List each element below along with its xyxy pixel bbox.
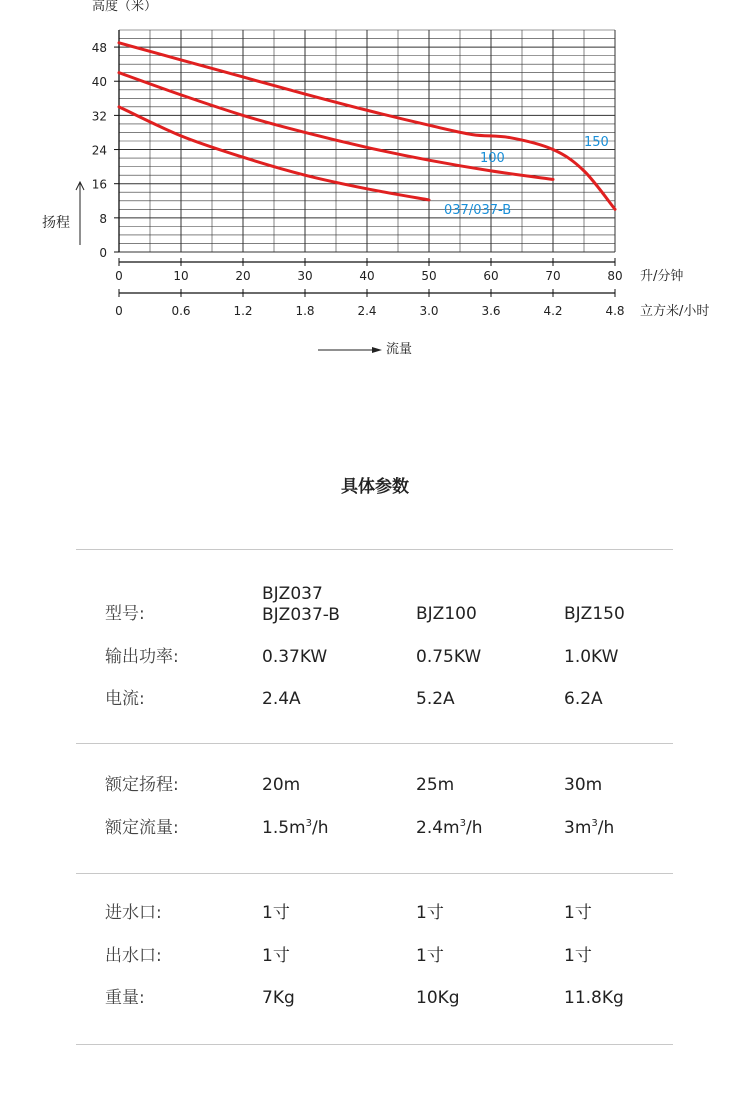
series-label: 150 <box>584 135 609 150</box>
spec-label: 额定流量: <box>105 818 179 838</box>
spec-value: 1寸 <box>262 946 290 966</box>
spec-value: BJZ100 <box>416 604 477 624</box>
spec-value: 7Kg <box>262 988 295 1008</box>
spec-value <box>262 584 340 626</box>
x-axis-2-tick-label: 3.6 <box>481 304 501 318</box>
x-axis-1-tick-label: 50 <box>421 269 437 283</box>
y-tick-label: 16 <box>91 177 107 192</box>
x-axis-2-tick-label: 0.6 <box>171 304 191 318</box>
spec-value: 0.75KW <box>416 647 482 667</box>
x-axis-1-tick-label: 80 <box>607 269 623 283</box>
spec-value: 6.2A <box>564 689 603 709</box>
y-axis-side-label: 扬程 <box>42 215 70 231</box>
flow-arrow-head <box>372 347 382 353</box>
x-axis-1-tick-label: 10 <box>173 269 189 283</box>
spec-value: 1寸 <box>564 946 592 966</box>
y-axis-title: 高度（米） <box>92 0 158 14</box>
series-label: 037/037-B <box>444 203 512 218</box>
spec-row <box>0 988 750 1018</box>
spec-value: 11.8Kg <box>564 988 624 1008</box>
x-axis-2-tick-label: 4.8 <box>605 304 625 318</box>
x-axis-2-tick-label: 2.4 <box>357 304 377 318</box>
spec-value: 1寸 <box>262 903 290 923</box>
spec-label: 输出功率: <box>105 647 179 667</box>
x-axis-1-tick-label: 20 <box>235 269 251 283</box>
spec-label: 型号: <box>105 604 145 624</box>
spec-value-line: BJZ037 <box>262 584 323 604</box>
x-axis-1-tick-label: 60 <box>483 269 499 283</box>
chart-axes <box>76 30 625 353</box>
spec-value: 1寸 <box>416 903 444 923</box>
spec-label: 重量: <box>105 988 145 1008</box>
spec-row <box>0 903 750 933</box>
table-divider <box>76 743 673 744</box>
x-axis-unit-m3h: 立方米/小时 <box>640 304 710 319</box>
spec-label: 进水口: <box>105 903 162 923</box>
y-tick-label: 8 <box>99 211 107 226</box>
x-axis-1-tick-label: 30 <box>297 269 313 283</box>
y-tick-label: 32 <box>91 109 107 124</box>
x-axis-1-tick-label: 0 <box>115 269 123 283</box>
spec-value: 30m <box>564 775 603 795</box>
spec-value: 5.2A <box>416 689 455 709</box>
spec-label: 电流: <box>105 689 145 709</box>
table-divider <box>76 1044 673 1045</box>
spec-value: $2.4m^3/h$ <box>416 818 483 838</box>
pump-performance-chart <box>0 0 750 380</box>
spec-value: $3m^3/h$ <box>564 818 615 838</box>
specs-title: 具体参数 <box>341 477 409 497</box>
spec-value: 1寸 <box>564 903 592 923</box>
x-axis-1-tick-label: 40 <box>359 269 375 283</box>
table-divider <box>76 549 673 550</box>
series-label: 100 <box>480 151 505 166</box>
spec-value: 2.4A <box>262 689 301 709</box>
x-axis-2-tick-label: 1.2 <box>233 304 253 318</box>
spec-row <box>0 818 750 848</box>
spec-row <box>0 584 750 634</box>
spec-row <box>0 775 750 805</box>
x-axis-1-tick-label: 70 <box>545 269 561 283</box>
spec-value: 0.37KW <box>262 647 328 667</box>
flow-label: 流量 <box>386 342 413 357</box>
x-axis-2-tick-label: 1.8 <box>295 304 315 318</box>
y-tick-label: 48 <box>91 41 107 56</box>
table-divider <box>76 873 673 874</box>
y-tick-label: 0 <box>99 246 107 260</box>
spec-row <box>0 689 750 719</box>
spec-label: 额定扬程: <box>105 775 179 795</box>
x-axis-2-tick-label: 4.2 <box>543 304 563 318</box>
spec-value: 25m <box>416 775 455 795</box>
spec-value: 1寸 <box>416 946 444 966</box>
spec-row <box>0 946 750 976</box>
y-tick-label: 40 <box>91 75 107 90</box>
spec-row <box>0 647 750 677</box>
x-axis-unit-lpm: 升/分钟 <box>640 269 684 284</box>
spec-label: 出水口: <box>105 946 162 966</box>
spec-value: 1.0KW <box>564 647 619 667</box>
x-axis-2-tick-label: 3.0 <box>419 304 439 318</box>
spec-value: $1.5m^3/h$ <box>262 818 329 838</box>
spec-value: BJZ150 <box>564 604 625 624</box>
y-tick-label: 24 <box>91 143 107 158</box>
spec-value-line: BJZ037-B <box>262 605 340 625</box>
x-axis-2-tick-label: 0 <box>115 304 123 318</box>
spec-value: 20m <box>262 775 301 795</box>
spec-value: 10Kg <box>416 988 460 1008</box>
